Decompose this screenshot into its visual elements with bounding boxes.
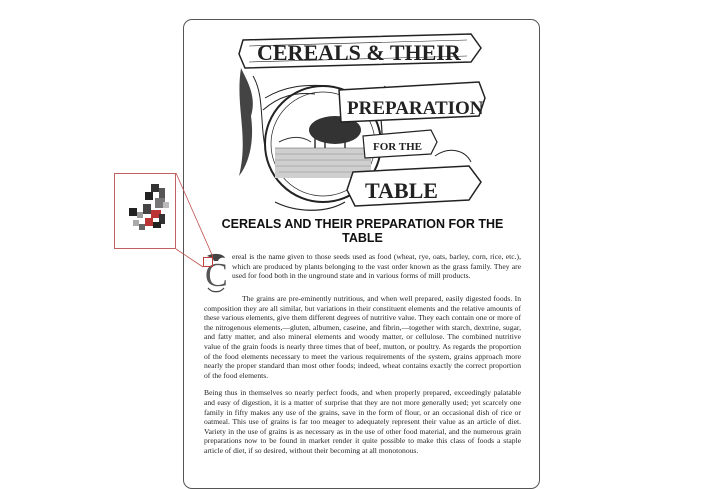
banner-line4: TABLE xyxy=(365,178,438,203)
zoom-inset xyxy=(114,173,176,249)
article-body xyxy=(204,252,521,464)
title-banner-illustration xyxy=(235,26,489,218)
banner-line2: PREPARATION xyxy=(347,98,484,119)
dropcap-letter: C xyxy=(205,257,228,294)
banner-line1: CEREALS & THEIR xyxy=(257,40,461,65)
banner-line3: FOR THE xyxy=(373,141,423,153)
page-title: CEREALS AND THEIR PREPARATION FOR THE TABLE xyxy=(221,217,504,245)
paragraph-2: The grains are pre-eminently nutritious, and when well prepared, easily digested foods. In composition they are all similar, but variations in their constituent elements and the relative amounts of these various elements, give them different degrees of nutritive value. They each contain one or more of the nitrogenous elements,—gluten, albumen, caseine, and fibrin,—together with starch, dextrine, sugar, and fatty matter, and also mineral elements and woody matter, or cellulose. The combined nutritive value of the grain foods is nearly three times that of beef, mutton, or poultry. As regards the proportion of the food elements necessary to meet the various requirements of the system, grains approach more nearly the proper standard than most other foods; indeed, wheat contains exactly the correct proportion of the food elements. xyxy=(204,294,521,380)
zoom-pixel-detail xyxy=(115,174,176,249)
zoom-source-marker xyxy=(203,257,213,267)
paragraph-1 xyxy=(204,252,521,294)
paragraph-3: Being thus in themselves so nearly perfect foods, and when properly prepared, exceedingly palatable and easy of digestion, it is a matter of surprise that they are not more generally used; yet scarcely one family in fifty makes any use of the grains, save in the form of flour, or an occasional dish of rice or oatmeal. This use of grains is far too meager to adequately represent their value as an article of diet. Variety in the use of grains is as necessary as in the use of other food material, and the numerous grain preparations now to be found in market render it quite possible to make this class of foods a staple article of diet, if so desired, without their becoming at all monotonous. xyxy=(204,388,521,455)
document-page xyxy=(183,19,540,489)
paragraph-1-text: ereal is the name given to those seeds used as food (wheat, rye, oats, barley, corn, rice, etc.), which are produced by plants belonging to the vast order known as the grass family. They are used for food both in the unground state and in various forms of mill products. xyxy=(232,252,521,281)
